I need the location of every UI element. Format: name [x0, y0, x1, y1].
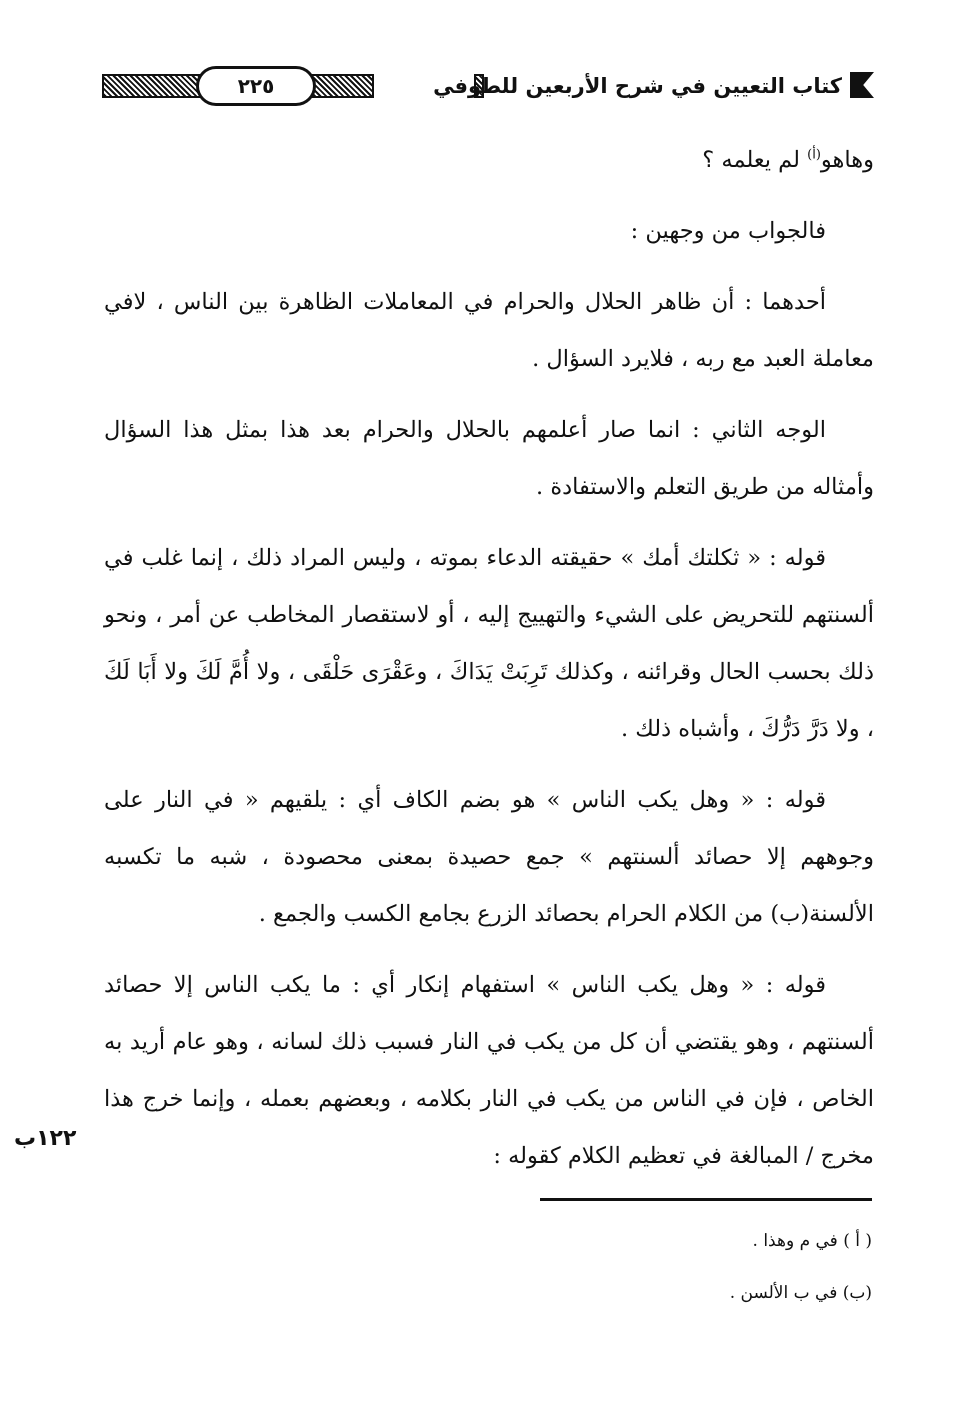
paragraph-4: الوجه الثاني : انما صار أعلمهم بالحلال والحرام بعد هذا بمثل هذا السؤال وأمثاله من طريق التعلم والاستفادة .	[104, 417, 874, 500]
paragraph-1	[104, 132, 874, 189]
page-number-badge	[196, 66, 316, 106]
manuscript-folio-ref: ١٢٢ب	[14, 1126, 77, 1151]
footnote-divider	[540, 1198, 872, 1201]
main-text	[104, 132, 874, 1199]
paragraph-6: قوله : « وهل يكب الناس » هو بضم الكاف أي : يلقيهم « في النار على وجوههم إلا حصائد ألسنتهم » جمع حصيدة بمعنى محصودة ، شبه ما تكسبه الألسنة(ب) من الكلام الحرام بحصائد الزرع بجامع الكسب والجمع .	[104, 787, 874, 927]
footnotes	[560, 1228, 872, 1332]
paragraph-7: قوله : « وهل يكب الناس » استفهام إنكار أي : ما يكب الناس إلا حصائد ألسنتهم ، وهو يقتضي أن كل من يكب في النار فسبب ذلك لسانه ، وهو عام أريد به الخاص ، فإن في الناس من يكب في النار بكلامه ، وبعضهم بعمله ، وإنما خرج هذا مخرج / المبالغة في تعظيم الكلام كقوله :	[104, 972, 874, 1169]
paragraph-5: قوله : « ثكلتك أمك » حقيقته الدعاء بموته ، وليس المراد ذلك ، إنما غلب في ألسنتهم للتحريض على الشيء والتهييج إليه ، أو لاستقصار المخاطب عن أمر ، ونحو ذلك بحسب الحال وقرائنه ، وكذلك تَرِبَتْ يَدَاكَ ، وعَقْرَى حَلْقَى ، ولا أُمَّ لَكَ ولا أَبَا لَكَ ، ولا دَرَّ دَرُّكَ ، وأشباه ذلك .	[104, 545, 874, 742]
page-number: ٢٢٥	[237, 74, 275, 98]
page-header	[98, 62, 880, 116]
header-marker-icon	[850, 72, 874, 98]
footnote-a: ( أ ) في م وهذا .	[752, 1231, 872, 1251]
paragraph-1-after: لم يعلمه ؟	[702, 147, 808, 173]
footnote-ref-a: (أ)	[807, 147, 821, 163]
paragraph-3: أحدهما : أن ظاهر الحلال والحرام في المعاملات الظاهرة بين الناس ، لافي معاملة العبد مع ربه ، فلايرد السؤال .	[104, 289, 874, 372]
running-title: كتاب التعيين في شرح الأربعين للطوفي	[433, 74, 842, 98]
paragraph-1-before: وهاهو	[820, 147, 874, 173]
footnote-b: (ب) في ب الألسن .	[729, 1283, 872, 1303]
paragraph-2: فالجواب من وجهين :	[630, 218, 826, 244]
